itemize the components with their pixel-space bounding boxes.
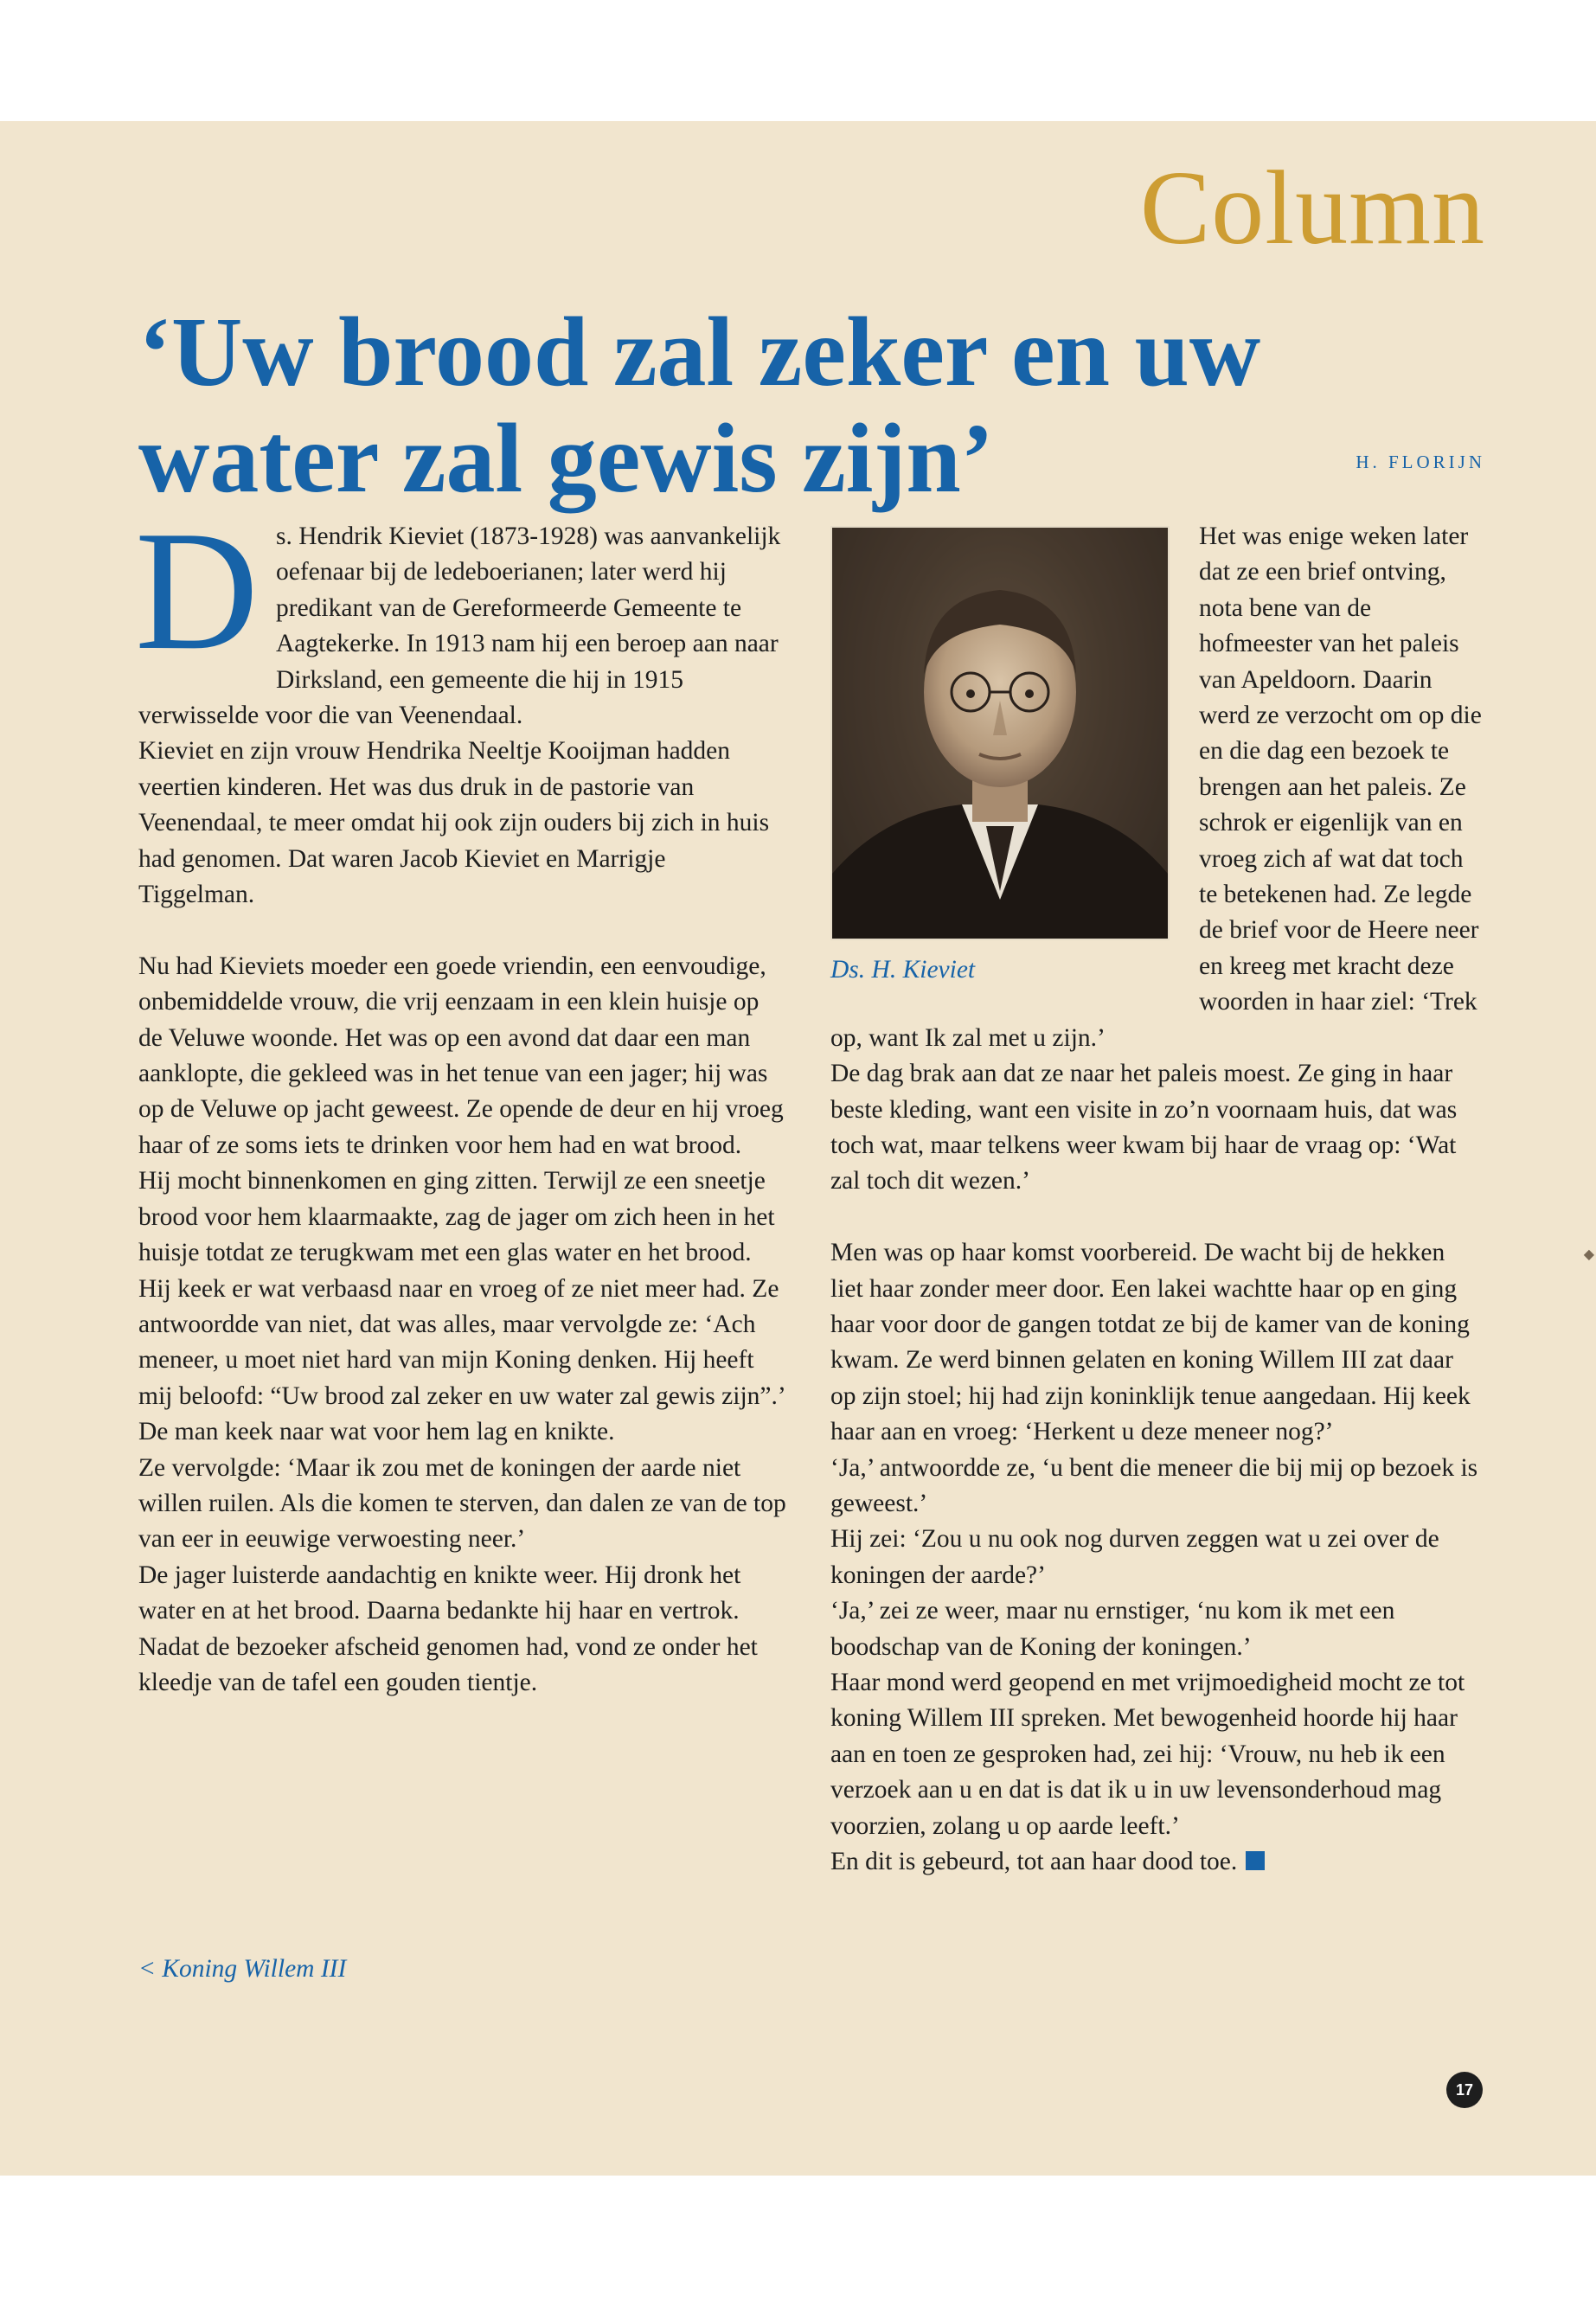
paragraph: De dag brak aan dat ze naar het paleis moest. Ze ging in haar beste kleding, want een visite in zo’n voornaam huis, dat was toch wat, maar telkens weer kwam bij haar de vraag op: ‘Wat zal toch dit wezen.’ bbox=[830, 1060, 1458, 1195]
portrait-photo bbox=[830, 526, 1170, 940]
paragraph: ‘Ja,’ antwoordde ze, ‘u bent die meneer die bij mij op bezoek is geweest.’ bbox=[830, 1453, 1478, 1517]
article-headline: ‘Uw brood zal zeker en uw water zal gewis zijn’ bbox=[138, 297, 1261, 513]
end-of-article-mark bbox=[1246, 1851, 1265, 1870]
portrait-caption: Ds. H. Kieviet bbox=[830, 956, 976, 984]
section-label: Column bbox=[1139, 150, 1485, 266]
paragraph: Het was enige weken later dat ze een brief ontving, nota bene van de hofmeester van het paleis van Apeldoorn. Daarin werd ze verzocht om op die en die dag een bezoek te brengen aan het paleis. Ze schrok er eigenlijk van en vroeg zich af wat dat toch te betekenen had. Ze legde de brief voor de Heere neer en kreeg met kracht deze woorden in haar ziel: ‘Trek op, want Ik zal met u zijn.’ bbox=[830, 522, 1482, 1052]
paragraph: De man keek naar wat voor hem lag en knikte. bbox=[138, 1418, 615, 1446]
paragraph: Men was op haar komst voorbereid. De wacht bij de hekken liet haar zonder meer door. Een lakei wachtte haar op en ging haar voor door de gangen totdat ze bij de kamer van de koning kwam. Ze werd binnen gelaten en koning Willem III zat daar op zijn stoel; hij had zijn koninklijk tenue aangedaan. Hij keek haar aan en vroeg: ‘Herkent u deze meneer nog?’ bbox=[830, 1239, 1471, 1446]
right-column bbox=[830, 519, 1484, 1880]
paragraph: Hij zei: ‘Zou u nu ook nog durven zeggen wat u zei over de koningen der aarde?’ bbox=[830, 1525, 1439, 1589]
paragraph: Haar mond werd geopend en met vrijmoedigheid mocht ze tot koning Willem III spreken. Met bewogenheid hoorde hij haar aan en toen ze gesproken had, zei hij: ‘Vrouw, nu heb ik een verzoek aan u en dat is dat ik u in uw levensonderhoud mag voorzien, zolang u op aarde leeft.’ bbox=[830, 1668, 1465, 1840]
author-byline: H. FLORIJN bbox=[1356, 452, 1485, 472]
drop-cap: D bbox=[135, 496, 259, 685]
crop-mark-icon: ◆ bbox=[1583, 1246, 1594, 1262]
paragraph-intro: Ds. Hendrik Kieviet (1873-1928) was aanvankelijk oefenaar bij de ledeboerianen; later werd hij predikant van de Gereformeerde Gemeente te Aagtekerke. In 1913 nam hij een beroep aan naar Dirksland, een gemeente die hij in 1915 verwisselde voor die van Veenendaal. bbox=[135, 496, 781, 730]
portrait-figure bbox=[830, 519, 1170, 988]
paragraph: Nu had Kieviets moeder een goede vriendin, een eenvoudige, onbemiddelde vrouw, die vrij eenzaam in een klein huisje op de Veluwe woonde. Het was op een avond dat daar een man aanklopte, die gekleed was in het tenue van een jager; hij was op de Veluwe op jacht geweest. Ze opende de deur en hij vroeg haar of ze soms iets te drinken voor hem had en wat brood. bbox=[138, 952, 784, 1159]
left-column bbox=[135, 496, 787, 1701]
paragraph: Kieviet en zijn vrouw Hendrika Neeltje Kooijman hadden veertien kinderen. Het was dus druk in de pastorie van Veenendaal, te meer omdat hij ook zijn ouders bij zich in huis had genomen. Dat waren Jacob Kieviet en Marrigje Tiggelman. bbox=[138, 737, 770, 909]
closing-paragraph: En dit is gebeurd, tot aan haar dood toe. bbox=[830, 1844, 1484, 1880]
king-willem-caption: < Koning Willem III bbox=[138, 1955, 347, 1983]
magazine-page bbox=[0, 121, 1596, 2176]
paragraph: De jager luisterde aandachtig en knikte weer. Hij dronk het water en at het brood. Daarna bedankte hij haar en vertrok. Nadat de bezoeker afscheid genomen had, vond ze onder het kleedje van de tafel een gouden tientje. bbox=[138, 1561, 758, 1696]
portrait-illustration bbox=[832, 528, 1168, 939]
page-number-badge: 17 bbox=[1446, 2072, 1483, 2108]
paragraph: Ze vervolgde: ‘Maar ik zou met de koningen der aarde niet willen ruilen. Als die komen te sterven, dan dalen ze van de top van eer in eeuwige verwoesting neer.’ bbox=[138, 1453, 786, 1554]
paragraph: ‘Ja,’ zei ze weer, maar nu ernstiger, ‘nu kom ik met een boodschap van de Koning der koningen.’ bbox=[830, 1597, 1395, 1661]
paragraph: Hij mocht binnenkomen en ging zitten. Terwijl ze een sneetje brood voor hem klaarmaakte, zag de jager om zich heen in het huisje totdat ze terugkwam met een glas water en het brood. Hij keek er wat verbaasd naar en vroeg of ze niet meer had. Ze antwoordde van niet, dat was alles, maar vervolgde ze: ‘Ach meneer, u moet niet hard van mijn Koning denken. Hij heeft mij beloofd: “Uw brood zal zeker en uw water zal gewis zijn”.’ bbox=[138, 1167, 786, 1410]
